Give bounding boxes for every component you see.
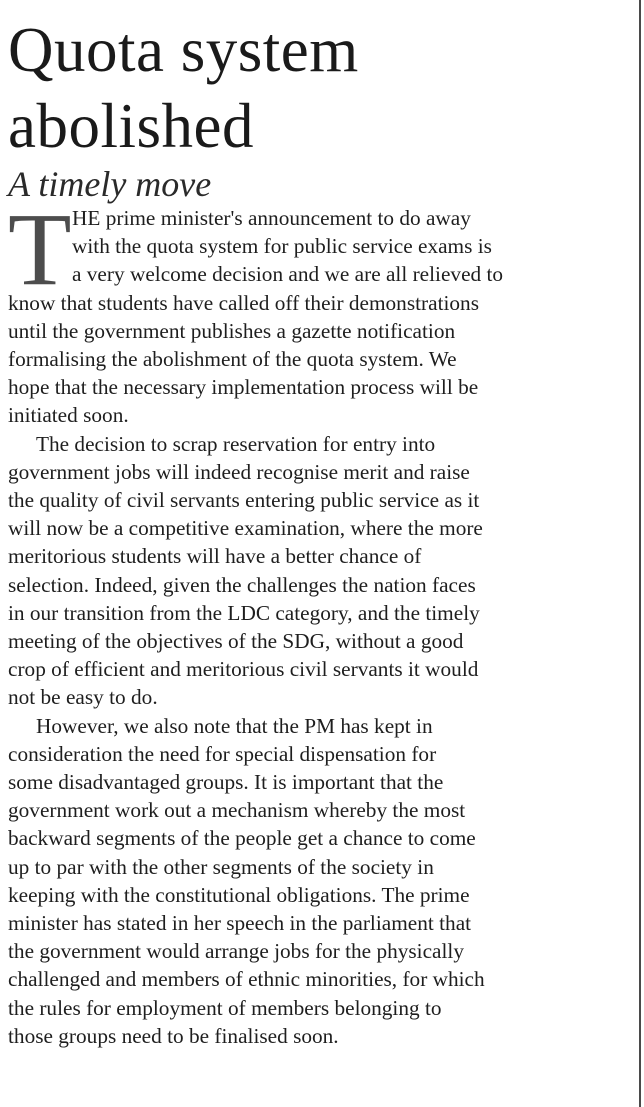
paragraph-3: [8, 712, 600, 1050]
headline: [8, 0, 600, 164]
paragraph-2-line: the quality of civil servants entering public service as it: [8, 488, 480, 513]
paragraph-1: [8, 192, 600, 430]
drop-cap: T: [8, 192, 72, 307]
paragraph-1-line: initiated soon.: [8, 403, 129, 428]
paragraph-1-line: until the government publishes a gazette notification: [8, 318, 456, 343]
paragraph-3-line: challenged and members of ethnic minorities, for which: [8, 967, 485, 992]
paragraph-2-line: will now be a competitive examination, where the more: [8, 516, 483, 541]
paragraph-1-line: a very welcome decision and we are all relieved to: [72, 262, 504, 287]
paragraph-3-line: government work out a mechanism whereby the most: [8, 798, 466, 823]
paragraph-1-line: formalising the abolishment of the quota system. We: [8, 347, 457, 372]
paragraph-2-line: meritorious students will have a better chance of: [8, 544, 422, 569]
paragraph-2-line: meeting of the objectives of the SDG, without a good: [8, 629, 464, 654]
paragraph-3-line: minister has stated in her speech in the parliament that: [8, 911, 472, 936]
paragraph-3-line: backward segments of the people get a chance to come: [8, 826, 476, 851]
paragraph-3-line: the rules for employment of members belonging to: [8, 995, 442, 1020]
article-body: [8, 192, 600, 1050]
headline-line-2: abolished: [8, 91, 254, 161]
paragraph-1-line: with the quota system for public service exams is: [72, 234, 492, 259]
paragraph-3-line: up to par with the other segments of the society in: [8, 854, 434, 879]
paragraph-1-line: hope that the necessary implementation process will be: [8, 375, 479, 400]
paragraph-2-line: in our transition from the LDC category, and the timely: [8, 600, 480, 625]
paragraph-2-line: The decision to scrap reservation for entry into: [36, 431, 436, 456]
paragraph-1-line: know that students have called off their demonstrations: [8, 290, 479, 315]
paragraph-3-line: some disadvantaged groups. It is important that the: [8, 770, 444, 795]
paragraph-3-line: However, we also note that the PM has kept in: [36, 713, 433, 738]
paragraph-2-line: selection. Indeed, given the challenges the nation faces: [8, 572, 476, 597]
subheadline: A timely move: [8, 164, 212, 204]
paragraph-2-line: crop of efficient and meritorious civil servants it would: [8, 657, 479, 682]
headline-line-1: Quota system: [8, 15, 359, 85]
paragraph-3-line: keeping with the constitutional obligations. The prime: [8, 882, 470, 907]
paragraph-2-line: government jobs will indeed recognise merit and raise: [8, 459, 470, 484]
column-divider-rule: [639, 0, 641, 1107]
paragraph-1-line: HE prime minister's announcement to do away: [72, 206, 471, 230]
paragraph-3-line: those groups need to be finalised soon.: [8, 1023, 339, 1048]
paragraph-2-line: not be easy to do.: [8, 685, 158, 710]
editorial-article: [8, 0, 600, 1050]
paragraph-3-line: the government would arrange jobs for the physically: [8, 939, 464, 964]
paragraph-2: [8, 430, 600, 712]
paragraph-3-line: consideration the need for special dispensation for: [8, 741, 437, 766]
